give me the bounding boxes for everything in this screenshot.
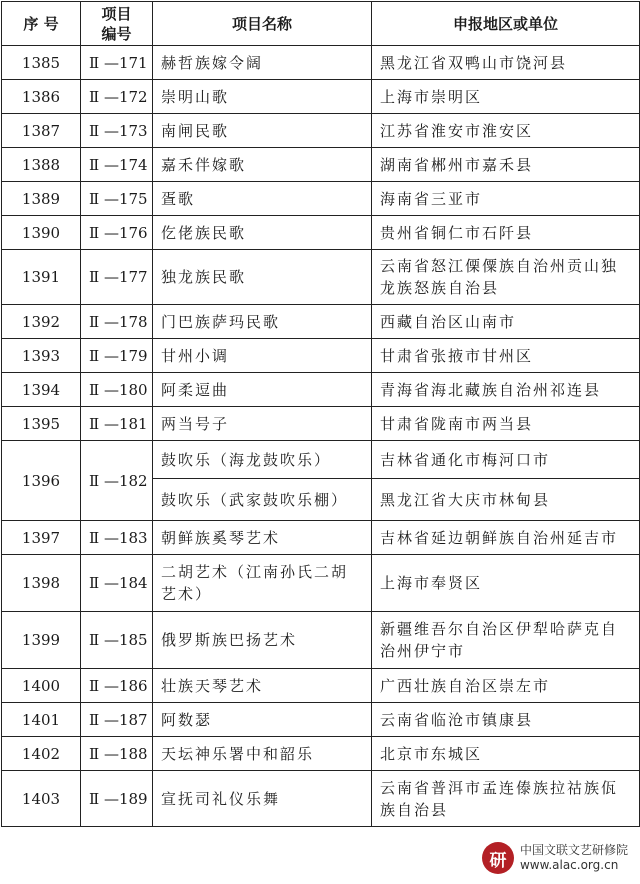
table-row xyxy=(2,46,640,80)
row-place: 北京市东城区 xyxy=(372,737,640,771)
row-name: 鼓吹乐（海龙鼓吹乐） xyxy=(153,441,372,479)
row-code: Ⅱ —184 xyxy=(81,555,153,612)
row-code: Ⅱ —182 xyxy=(81,441,153,521)
row-place: 上海市奉贤区 xyxy=(372,555,640,612)
row-name: 俄罗斯族巴扬艺术 xyxy=(153,612,372,669)
table-row xyxy=(2,305,640,339)
row-name: 独龙族民歌 xyxy=(153,250,372,305)
row-name: 疍歌 xyxy=(153,182,372,216)
row-code: Ⅱ —178 xyxy=(81,305,153,339)
row-name: 宣抚司礼仪乐舞 xyxy=(153,771,372,827)
row-code: Ⅱ —188 xyxy=(81,737,153,771)
row-name: 阿柔逗曲 xyxy=(153,373,372,407)
row-name: 两当号子 xyxy=(153,407,372,441)
row-name: 南闸民歌 xyxy=(153,114,372,148)
row-place: 上海市崇明区 xyxy=(372,80,640,114)
row-code: Ⅱ —174 xyxy=(81,148,153,182)
seal-logo-icon: 研 xyxy=(482,842,514,874)
row-seq: 1400 xyxy=(2,669,81,703)
table-row xyxy=(2,148,640,182)
row-code: Ⅱ —177 xyxy=(81,250,153,305)
row-place: 甘肃省陇南市两当县 xyxy=(372,407,640,441)
heritage-list-table xyxy=(1,1,640,827)
row-place: 吉林省延边朝鲜族自治州延吉市 xyxy=(372,521,640,555)
header-name: 项目名称 xyxy=(153,2,372,46)
header-seq: 序 号 xyxy=(2,2,81,46)
row-place: 云南省怒江傈僳族自治州贡山独龙族怒族自治县 xyxy=(372,250,640,305)
watermark-url: www.alac.org.cn xyxy=(519,858,619,872)
row-code: Ⅱ —181 xyxy=(81,407,153,441)
row-code: Ⅱ —173 xyxy=(81,114,153,148)
row-place: 青海省海北藏族自治州祁连县 xyxy=(372,373,640,407)
table-row xyxy=(2,80,640,114)
header-code: 项目 编号 xyxy=(81,2,153,46)
row-code: Ⅱ —175 xyxy=(81,182,153,216)
table-row xyxy=(2,114,640,148)
row-seq: 1386 xyxy=(2,80,81,114)
row-place: 西藏自治区山南市 xyxy=(372,305,640,339)
table-row xyxy=(2,441,640,479)
row-seq: 1394 xyxy=(2,373,81,407)
row-name: 鼓吹乐（武家鼓吹乐棚） xyxy=(153,479,372,521)
row-code: Ⅱ —176 xyxy=(81,216,153,250)
row-place: 云南省普洱市孟连傣族拉祜族佤族自治县 xyxy=(372,771,640,827)
row-code: Ⅱ —187 xyxy=(81,703,153,737)
table-row xyxy=(2,771,640,827)
row-seq: 1396 xyxy=(2,441,81,521)
row-name: 崇明山歌 xyxy=(153,80,372,114)
table-row xyxy=(2,521,640,555)
row-seq: 1389 xyxy=(2,182,81,216)
row-seq: 1397 xyxy=(2,521,81,555)
row-code: Ⅱ —189 xyxy=(81,771,153,827)
row-code: Ⅱ —179 xyxy=(81,339,153,373)
header-place: 申报地区或单位 xyxy=(372,2,640,46)
row-seq: 1401 xyxy=(2,703,81,737)
row-seq: 1403 xyxy=(2,771,81,827)
row-place: 广西壮族自治区崇左市 xyxy=(372,669,640,703)
row-name: 赫哲族嫁令阔 xyxy=(153,46,372,80)
row-code: Ⅱ —185 xyxy=(81,612,153,669)
row-place: 新疆维吾尔自治区伊犁哈萨克自治州伊宁市 xyxy=(372,612,640,669)
table-row xyxy=(2,407,640,441)
watermark-org: 中国文联文艺研修院 xyxy=(519,843,628,857)
table-row xyxy=(2,373,640,407)
row-seq: 1399 xyxy=(2,612,81,669)
watermark xyxy=(478,840,632,876)
table-row xyxy=(2,216,640,250)
row-seq: 1388 xyxy=(2,148,81,182)
row-name: 壮族天琴艺术 xyxy=(153,669,372,703)
row-place: 江苏省淮安市淮安区 xyxy=(372,114,640,148)
table-row xyxy=(2,669,640,703)
row-place: 吉林省通化市梅河口市 xyxy=(372,441,640,479)
table-row xyxy=(2,737,640,771)
row-seq: 1393 xyxy=(2,339,81,373)
table-row xyxy=(2,555,640,612)
table-row xyxy=(2,612,640,669)
row-name: 甘州小调 xyxy=(153,339,372,373)
row-place: 贵州省铜仁市石阡县 xyxy=(372,216,640,250)
row-seq: 1385 xyxy=(2,46,81,80)
row-code: Ⅱ —172 xyxy=(81,80,153,114)
table-row xyxy=(2,250,640,305)
row-seq: 1398 xyxy=(2,555,81,612)
row-seq: 1387 xyxy=(2,114,81,148)
row-place: 云南省临沧市镇康县 xyxy=(372,703,640,737)
row-seq: 1390 xyxy=(2,216,81,250)
row-seq: 1391 xyxy=(2,250,81,305)
row-seq: 1402 xyxy=(2,737,81,771)
table-row xyxy=(2,339,640,373)
table-header-row xyxy=(2,2,640,46)
row-code: Ⅱ —186 xyxy=(81,669,153,703)
row-place: 湖南省郴州市嘉禾县 xyxy=(372,148,640,182)
row-name: 天坛神乐署中和韶乐 xyxy=(153,737,372,771)
row-name: 二胡艺术（江南孙氏二胡艺术） xyxy=(153,555,372,612)
row-place: 海南省三亚市 xyxy=(372,182,640,216)
row-name: 朝鲜族奚琴艺术 xyxy=(153,521,372,555)
table-row xyxy=(2,182,640,216)
table-row xyxy=(2,703,640,737)
row-place: 黑龙江省大庆市林甸县 xyxy=(372,479,640,521)
row-code: Ⅱ —180 xyxy=(81,373,153,407)
row-seq: 1395 xyxy=(2,407,81,441)
row-code: Ⅱ —171 xyxy=(81,46,153,80)
row-place: 黑龙江省双鸭山市饶河县 xyxy=(372,46,640,80)
row-name: 阿数瑟 xyxy=(153,703,372,737)
row-place: 甘肃省张掖市甘州区 xyxy=(372,339,640,373)
row-name: 门巴族萨玛民歌 xyxy=(153,305,372,339)
row-name: 仡佬族民歌 xyxy=(153,216,372,250)
row-code: Ⅱ —183 xyxy=(81,521,153,555)
row-name: 嘉禾伴嫁歌 xyxy=(153,148,372,182)
row-seq: 1392 xyxy=(2,305,81,339)
